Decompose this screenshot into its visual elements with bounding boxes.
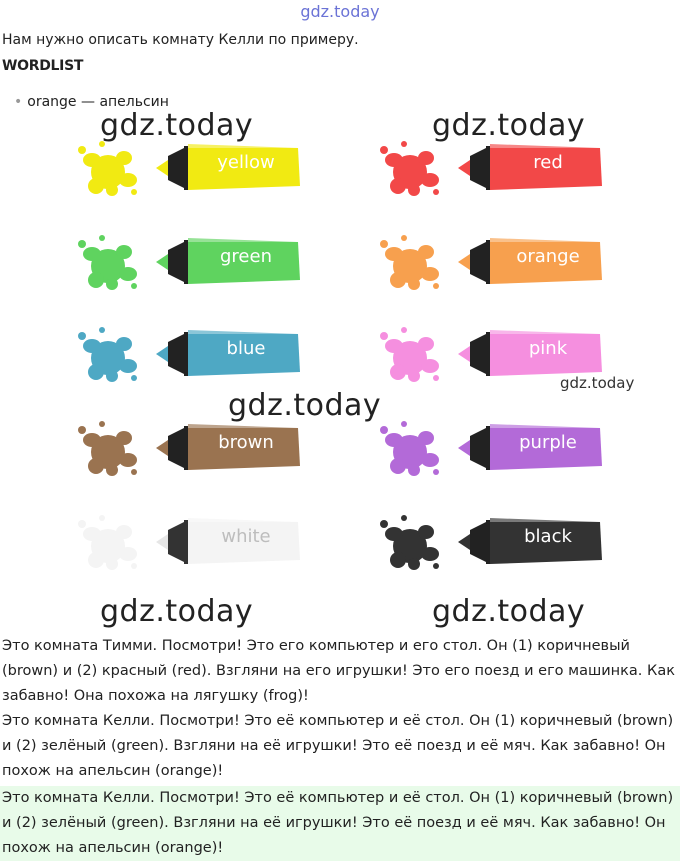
marker-black [374,514,614,566]
intro-text: Нам нужно описать комнату Келли по примеру. [2,32,359,48]
marker-pink [374,326,614,378]
watermark: gdz.today [432,594,586,629]
marker-label: yellow [217,152,275,173]
watermark: gdz.today [100,594,254,629]
marker-label: black [524,526,572,547]
marker-red [374,140,614,192]
example-text [0,634,680,784]
watermark: gdz.today [432,108,586,143]
paragraph-timmy: Это комната Тимми. Посмотри! Это его компьютер и его стол. Он (1) коричневый (brown) и (2) красный (red). Взгляни на его игрушки! Это его поезд и его машинка. Как забавно! Она похожа на лягушку (frog)! [2,638,675,704]
marker-label: green [220,246,272,267]
watermark: gdz.today [100,108,254,143]
marker-green [72,234,312,286]
marker-label: red [533,152,563,173]
marker-brown [72,420,312,472]
marker-label: purple [519,432,577,453]
watermark-top: gdz.today [300,2,380,21]
watermark: gdz.today [228,388,382,423]
marker-label: pink [528,338,568,359]
watermark: gdz.today [560,374,635,392]
paragraph-kelly: Это комната Келли. Посмотри! Это её компьютер и её стол. Он (1) коричневый (brown) и (2) зелёный (green). Взгляни на её игрушки! Это её поезд и её мяч. Как забавно! Он похож на апельсин (orange)! [2,713,674,779]
marker-orange [374,234,614,286]
marker-white [72,514,312,566]
marker-blue [72,326,312,378]
color-markers-illustration [0,130,680,610]
marker-purple [374,420,614,472]
wordlist-item: • orange — апельсин [14,94,169,110]
wordlist-title: WORDLIST [2,58,84,74]
marker-label: white [221,526,271,547]
marker-label: blue [226,338,266,359]
marker-yellow [72,140,312,192]
marker-label: orange [516,246,580,267]
marker-label: brown [218,432,274,453]
paragraph-answer: Это комната Келли. Посмотри! Это её компьютер и её стол. Он (1) коричневый (brown) и (2) зелёный (green). Взгляни на её игрушки! Это её поезд и её мяч. Как забавно! Он похож на апельсин (orange)! [2,790,674,856]
answer-text [0,786,680,861]
